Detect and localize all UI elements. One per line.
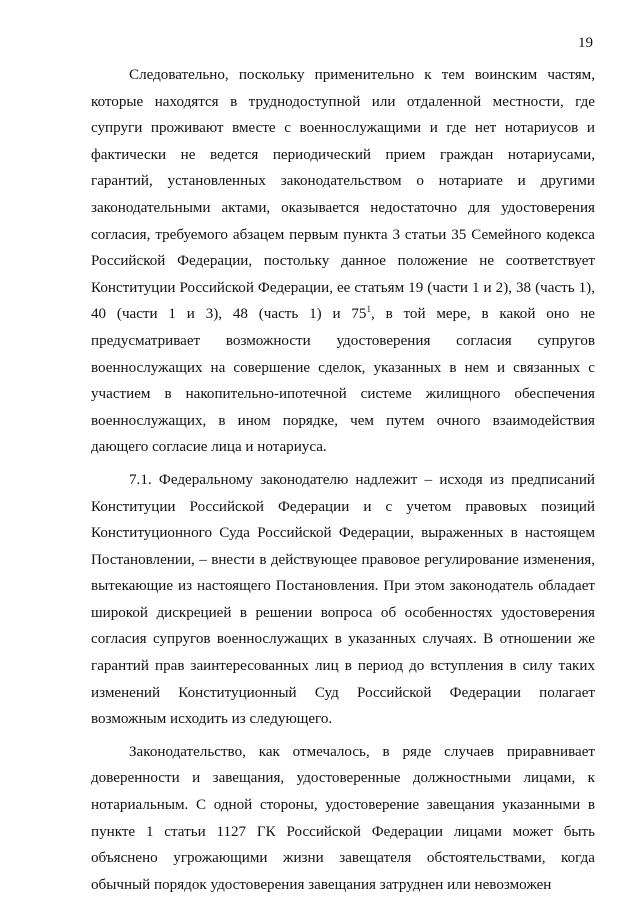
paragraph-conclusion <box>91 62 595 461</box>
paragraph-legislation: Законодательство, как отмечалось, в ряде случаев приравнивает доверенности и завещания, удостоверенные должностными лицами, к нотариальным. С одной стороны, удостоверение завещания указанными в пункте 1 статьи 1127 ГК Российской Федерации лицами может быть объяснено угрожающими жизни завещателя обстоятельствами, когда обычный порядок удостоверения завещания затруднен или невозможен <box>91 743 595 893</box>
paragraph-7-1: 7.1. Федеральному законодателю надлежит – исходя из предписаний Конституции Российской Федерации и с учетом правовых позиций Конституционного Суда Российской Федерации, выраженных в настоящем Постановлении, – внести в действующее правовое регулирование изменения, вытекающие из настоящего Постановления. При этом законодатель обладает широкой дискрецией в решении вопроса об особенностях удостоверения согласия супругов военнослужащих в указанных случаях. В отношении же гарантий прав заинтересованных лиц в период до вступления в силу таких изменений Конституционный Суд Российской Федерации полагает возможным исходить из следующего. <box>91 471 595 728</box>
paragraph-text: Следовательно, поскольку применительно к тем воинским частям, которые находятся в труднодоступной или отдаленной местности, где супруги проживают вместе с военнослужащими и где нет нотариусов и фактически не ведется периодический прием граждан нотариусами, гарантий, установленных законодательством о нотариате и другими законодательными актами, оказывается недостаточно для удостоверения согласия, требуемого абзацем первым пункта 3 статьи 35 Семейного кодекса Российской Федерации, постольку данное положение не соответствует Конституции Российской Федерации, ее статьям 19 (части 1 и 2), 38 (часть 1), 40 (части 1 и 3), 48 (часть 1) и 75 <box>91 67 595 323</box>
superscript-footnote: 1 <box>366 304 371 315</box>
paragraph-text: , в той мере, в какой оно не предусматривает возможности удостоверения согласия супругов военнослужащих на совершение сделок, указанных в нем и связанных с участием в накопительно-ипотечной системе жилищного обеспечения военнослужащих, в ином порядке, чем путем очного взаимодействия дающего согласие лица и нотариуса. <box>91 306 595 456</box>
document-body <box>91 62 595 898</box>
page-number: 19 <box>578 35 593 51</box>
